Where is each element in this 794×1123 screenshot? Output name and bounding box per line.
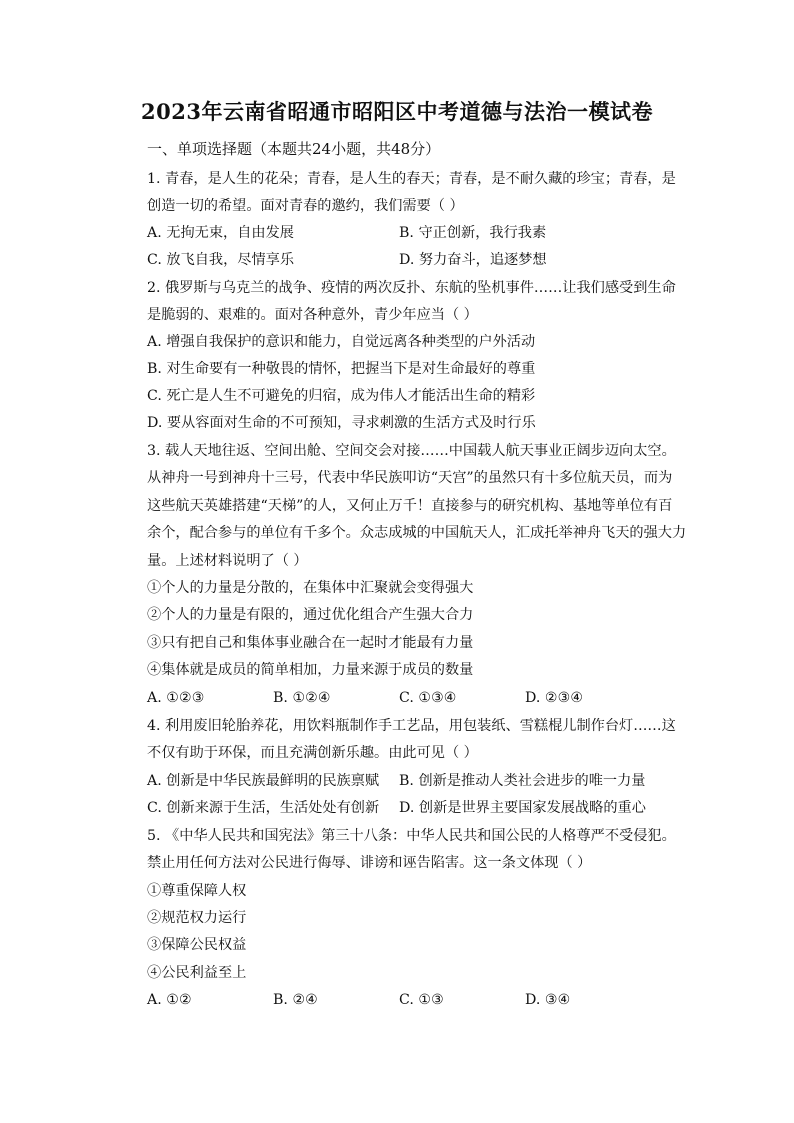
q5-option-d: D. ③④ <box>525 992 571 1008</box>
q1-option-b: B. 守正创新，我行我素 <box>399 225 547 241</box>
q3-statement-4: ④集体就是成员的简单相加，力量来源于成员的数量 <box>147 662 474 678</box>
q4-stem-line-2: 不仅有助于环保，而且充满创新乐趣。由此可见（ ） <box>147 745 478 761</box>
q3-statement-1: ①个人的力量是分散的，在集体中汇聚就会变得强大 <box>147 580 474 596</box>
q2-option-a: A. 增强自我保护的意识和能力，自觉远离各种类型的户外活动 <box>147 334 536 350</box>
q4-option-c: C. 创新来源于生活，生活处处有创新 <box>147 800 380 816</box>
q2-option-c: C. 死亡是人生不可避免的归宿，成为伟人才能活出生命的精彩 <box>147 388 536 404</box>
q3-option-c: C. ①③④ <box>399 690 457 706</box>
q1-option-a: A. 无拘无束，自由发展 <box>147 225 294 241</box>
q5-statement-1: ①尊重保障人权 <box>147 883 247 899</box>
q3-option-a: A. ①②③ <box>147 690 205 706</box>
q3-stem-line-3: 这些航天英雄搭建“天梯”的人，又何止万千！直接参与的研究机构、基地等单位有百 <box>147 498 673 514</box>
q2-option-d: D. 要从容面对生命的不可预知，寻求刺激的生活方式及时行乐 <box>147 415 536 431</box>
q5-statement-2: ②规范权力运行 <box>147 910 247 926</box>
q1-stem-line-1: 1. 青春，是人生的花朵；青春，是人生的春天；青春，是不耐久藏的珍宝；青春，是 <box>147 171 676 187</box>
page-title: 2023年云南省昭通市昭阳区中考道德与法治一模试卷 <box>141 99 653 124</box>
section-header: 一、单项选择题（本题共24小题，共48分） <box>147 140 441 158</box>
q2-stem-line-2: 是脆弱的、艰难的。面对各种意外，青少年应当（ ） <box>147 307 478 323</box>
q5-statement-4: ④公民利益至上 <box>147 965 247 981</box>
q5-stem-line-1: 5. 《中华人民共和国宪法》第三十八条：中华人民共和国公民的人格尊严不受侵犯。 <box>147 828 676 844</box>
q3-stem-line-1: 3. 载人天地往返、空间出舱、空间交会对接……中国载人航天事业正阔步迈向太空。 <box>147 443 676 459</box>
q3-stem-line-2: 从神舟一号到神舟十三号，代表中华民族叩访“天宫”的虽然只有十多位航天员，而为 <box>147 470 673 486</box>
q1-option-d: D. 努力奋斗，追逐梦想 <box>399 252 547 268</box>
q4-option-d: D. 创新是世界主要国家发展战略的重心 <box>399 800 646 816</box>
q2-option-b: B. 对生命要有一种敬畏的情怀，把握当下是对生命最好的尊重 <box>147 361 536 377</box>
q3-option-d: D. ②③④ <box>525 690 584 706</box>
q5-option-a: A. ①② <box>147 992 192 1008</box>
q3-option-b: B. ①②④ <box>273 690 331 706</box>
q3-statement-2: ②个人的力量是有限的，通过优化组合产生强大合力 <box>147 607 474 623</box>
q5-stem-line-2: 禁止用任何方法对公民进行侮辱、诽谤和诬告陷害。这一条文体现（ ） <box>147 855 592 871</box>
q3-stem-line-4: 余个，配合参与的单位有千多个。众志成城的中国航天人，汇成托举神舟飞天的强大力 <box>147 525 687 541</box>
q1-option-c: C. 放飞自我，尽情享乐 <box>147 252 295 268</box>
q5-statement-3: ③保障公民权益 <box>147 937 247 953</box>
q2-stem-line-1: 2. 俄罗斯与乌克兰的战争、疫情的两次反扑、东航的坠机事件……让我们感受到生命 <box>147 280 676 296</box>
q4-stem-line-1: 4. 利用废旧轮胎养花，用饮料瓶制作手工艺品，用包装纸、雪糕棍儿制作台灯……这 <box>147 718 676 734</box>
q3-statement-3: ③只有把自己和集体事业融合在一起时才能最有力量 <box>147 635 474 651</box>
q4-option-b: B. 创新是推动人类社会进步的唯一力量 <box>399 773 646 789</box>
q5-option-b: B. ②④ <box>273 992 318 1008</box>
q1-stem-line-2: 创造一切的希望。面对青春的邀约，我们需要（ ） <box>147 198 464 214</box>
q4-option-a: A. 创新是中华民族最鲜明的民族禀赋 <box>147 773 380 789</box>
q5-option-c: C. ①③ <box>399 992 444 1008</box>
q3-stem-line-5: 量。上述材料说明了（ ） <box>147 553 308 569</box>
